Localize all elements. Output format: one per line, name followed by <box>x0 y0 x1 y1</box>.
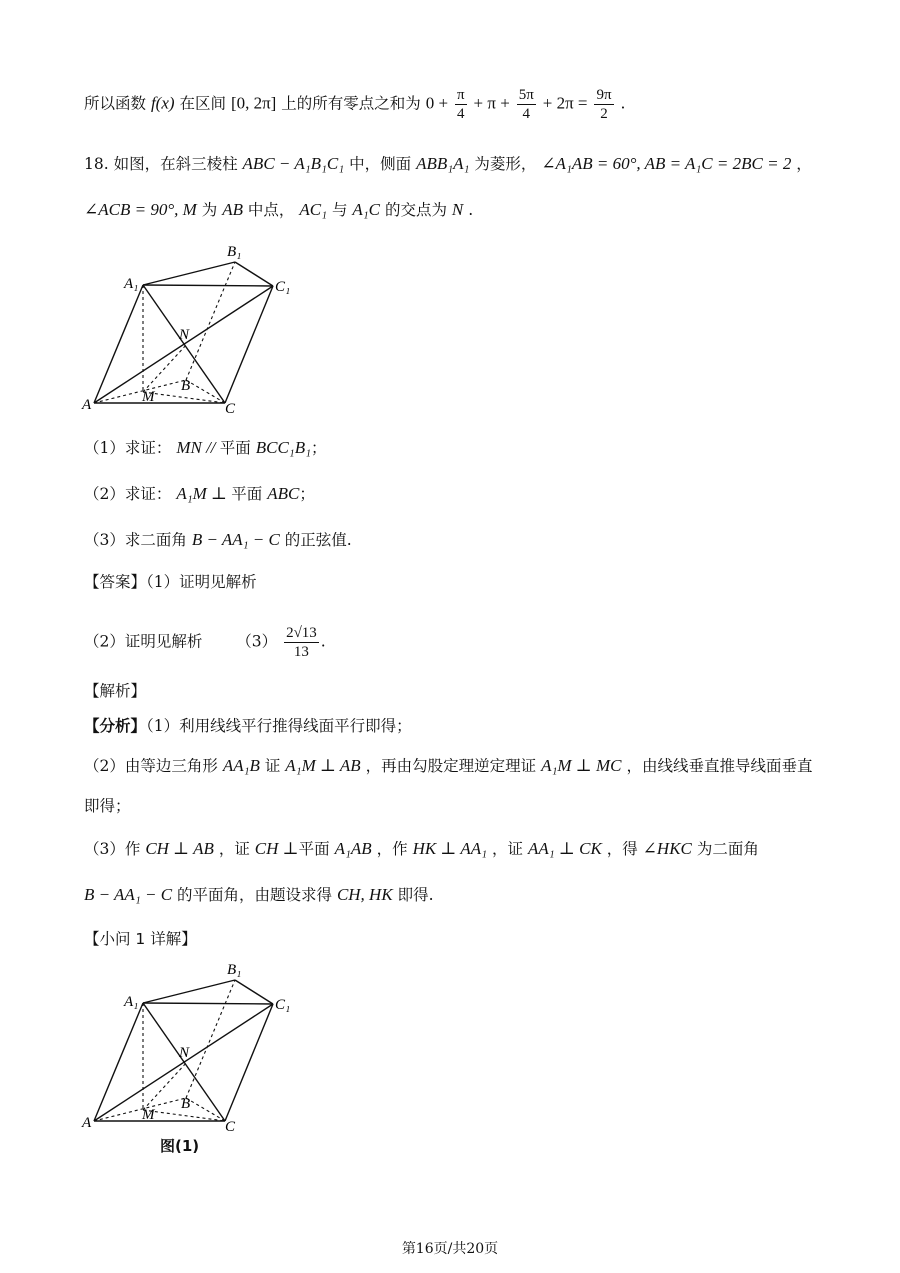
label-a: A <box>82 397 92 413</box>
math: ABC <box>267 484 300 503</box>
text: 为 <box>201 201 218 219</box>
text: 在区间 <box>179 94 226 113</box>
text: 【分析】 <box>84 717 147 735</box>
edge-c1-c <box>225 1004 273 1121</box>
analysis-label <box>84 680 146 702</box>
math: AA₁B <box>222 756 260 775</box>
label-b: B <box>181 1096 191 1112</box>
edge-a1-c1 <box>143 1003 273 1004</box>
prism-figure-bottom <box>80 956 310 1136</box>
math: A₁M ⊥ <box>176 484 232 503</box>
numerator: 2√13 <box>286 625 317 641</box>
edge-a1-b1 <box>143 980 235 1003</box>
label-c1: C₁ <box>275 997 291 1013</box>
problem-number: 18. <box>84 155 109 173</box>
label-b1: B₁ <box>227 244 242 260</box>
edge-b-c <box>186 1098 225 1121</box>
sub1-heading <box>84 928 197 950</box>
label-c: C <box>225 1119 236 1135</box>
math: ABB₁A₁ <box>416 154 470 173</box>
text: ，证 <box>491 840 523 858</box>
edge-c1-c <box>225 286 273 403</box>
text: ，作 <box>376 840 408 858</box>
text: ，证 <box>218 840 250 858</box>
text: 为二面角 <box>696 840 759 858</box>
math: ∠A₁AB = 60°, AB = A₁C = 2BC = 2 <box>541 154 792 173</box>
math: + 2π = <box>542 93 588 113</box>
math-func: f(x) <box>150 93 175 113</box>
question-3 <box>84 529 352 551</box>
analysis-line-3-cont <box>84 884 434 906</box>
text: 【小问 1 详解】 <box>84 930 197 948</box>
text: 即得. <box>397 886 434 904</box>
math: A₁AB <box>334 839 372 858</box>
denominator: 4 <box>457 106 465 122</box>
analysis-line-2-cont <box>84 795 131 817</box>
math: CH ⊥ AB <box>145 839 214 858</box>
denominator: 13 <box>293 644 309 660</box>
fraction <box>517 86 536 123</box>
label-b1: B₁ <box>227 962 242 978</box>
text: ，由线线垂直推导线面垂直 <box>626 757 813 775</box>
text: （3）求二面角 <box>84 531 187 549</box>
text: 与 <box>331 201 348 219</box>
math: AA₁ ⊥ CK <box>527 839 602 858</box>
text: （1）证明见解析 <box>146 573 257 591</box>
edge-a-b <box>94 1098 186 1121</box>
question-2 <box>84 483 315 505</box>
fraction <box>284 624 319 661</box>
text: （3） <box>236 632 278 651</box>
text: ； <box>311 439 327 457</box>
fraction <box>455 86 467 123</box>
math: HK ⊥ AA₁ <box>412 839 488 858</box>
label-n: N <box>179 1045 190 1061</box>
numerator: 5π <box>518 87 534 103</box>
answer-label: 【答案】 <box>84 573 147 591</box>
edge-a1-c1 <box>143 285 273 286</box>
text: . <box>468 201 474 219</box>
math: + π + <box>473 93 510 113</box>
answer-line-2 <box>84 624 326 661</box>
text: 即得； <box>84 797 131 815</box>
edge-a-b <box>94 380 186 403</box>
analysis-line-1 <box>84 715 412 737</box>
text: 的交点为 <box>384 201 447 219</box>
math: B − AA₁ − C <box>84 885 173 904</box>
label-a: A <box>82 1115 92 1131</box>
math: B − AA₁ − C <box>191 530 280 549</box>
text: 所以函数 <box>84 94 147 113</box>
math: A₁C <box>352 200 381 219</box>
math: BCC₁B₁ <box>255 438 311 457</box>
edge-a1-a <box>94 1003 143 1121</box>
math: ∠ACB = 90°, M <box>84 200 197 219</box>
label-m: M <box>142 389 155 405</box>
text: （1）利用线线平行推得线面平行即得； <box>146 717 412 735</box>
text: （2）求证： <box>84 485 172 503</box>
math: N <box>451 200 464 219</box>
edge-a1-b1 <box>143 262 235 285</box>
label-n: N <box>179 327 190 343</box>
math: CH ⊥ <box>254 839 299 858</box>
text: （3）作 <box>84 840 141 858</box>
edge-b-b1 <box>186 980 235 1098</box>
label-c1: C₁ <box>275 279 291 295</box>
text: 如图，在斜三棱柱 <box>113 155 238 173</box>
fraction <box>594 86 613 123</box>
text: 平面 <box>231 485 263 503</box>
label-m: M <box>142 1107 155 1123</box>
math: ∠HKC <box>642 839 692 858</box>
sum-of-zeros-line <box>84 86 625 123</box>
edge-b-b1 <box>186 262 235 380</box>
text: 的平面角，由题设求得 <box>176 886 332 904</box>
text: 【解析】 <box>84 682 147 700</box>
label-c: C <box>225 401 236 417</box>
label-b: B <box>181 378 191 394</box>
question-1 <box>84 437 327 459</box>
edge-b1-c1 <box>235 980 273 1004</box>
denominator: 2 <box>600 106 608 122</box>
text: ，得 <box>606 840 638 858</box>
math: A₁M ⊥ MC <box>541 756 622 775</box>
edge-b-c <box>186 380 225 403</box>
text: ； <box>299 485 315 503</box>
numerator: π <box>457 87 465 103</box>
text: . <box>620 94 626 113</box>
math: AC₁ <box>299 200 327 219</box>
edge-a1-a <box>94 285 143 403</box>
text: 上的所有零点之和为 <box>281 94 421 113</box>
text: 平面 <box>298 840 330 858</box>
math-interval: [0, 2π] <box>230 93 277 113</box>
problem-line-2 <box>84 199 473 221</box>
math: 0 + <box>425 93 449 113</box>
problem-line-1 <box>84 153 812 175</box>
numerator: 9π <box>596 87 612 103</box>
text: （1）求证： <box>84 439 172 457</box>
text: 中点， <box>247 201 295 219</box>
text: 中，侧面 <box>349 155 412 173</box>
text: （2）由等边三角形 <box>84 757 218 775</box>
text: 的正弦值. <box>284 531 352 549</box>
math: CH, HK <box>336 885 393 904</box>
text: . <box>320 632 326 651</box>
text: ，再由勾股定理逆定理证 <box>365 757 537 775</box>
text: 平面 <box>219 439 251 457</box>
analysis-line-2 <box>84 755 812 777</box>
edge-b1-c1 <box>235 262 273 286</box>
text: ， <box>796 155 812 173</box>
math: ABC − A₁B₁C₁ <box>242 154 345 173</box>
text: 证 <box>264 757 281 775</box>
figure-caption: 图(1) <box>160 1137 200 1155</box>
analysis-line-3 <box>84 838 759 860</box>
math: AB <box>222 200 243 219</box>
math: MN // <box>176 438 220 457</box>
text: （2）证明见解析 <box>84 632 203 651</box>
answer-line-1 <box>84 571 257 593</box>
prism-figure-top <box>80 238 310 418</box>
denominator: 4 <box>522 106 531 122</box>
text: 为菱形， <box>474 155 537 173</box>
math: A₁M ⊥ AB <box>285 756 361 775</box>
label-a1: A₁ <box>124 276 139 292</box>
label-a1: A₁ <box>124 994 139 1010</box>
page-footer: 第16页/共20页 <box>401 1241 499 1257</box>
